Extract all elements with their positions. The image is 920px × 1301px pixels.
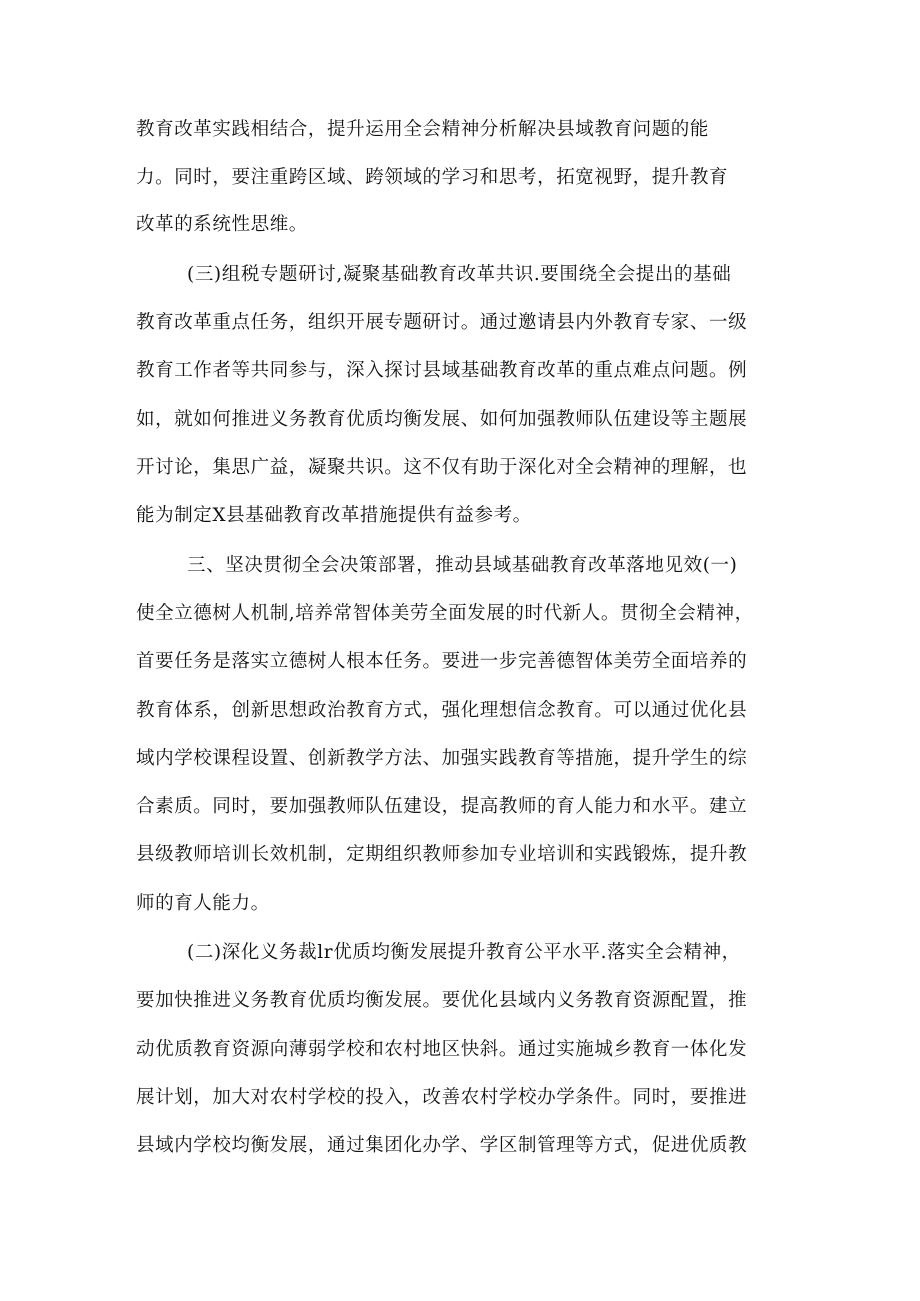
text-line-20: 动优质教育资源向薄弱学校和农村地区快斜。通过实施城乡教育一体化发 xyxy=(136,1039,748,1060)
text-line-13: 教育体系，创新思想政治教育方式，强化理想信念教育。可以通过优化县 xyxy=(136,700,748,721)
text-line-19: 要加快推进义务教育优质均衡发展。要优化县域内义务教育资源配置，推 xyxy=(136,990,748,1011)
text-line-14: 域内学校课程设置、创新教学方法、加强实践教育等措施，提升学生的综 xyxy=(136,748,748,769)
text-line-7: 如，就如何推进义务教育优质均衡发展、如何加强教师队伍建设等主题展 xyxy=(136,409,748,430)
text-line-5: 教育改革重点任务，组织开展专题研讨。通过邀请县内外教育专家、一级 xyxy=(136,312,748,333)
text-line-9: 能为制定X县基础教育改革措施提供有益参考。 xyxy=(136,505,532,526)
text-line-22: 县域内学校均衡发展，通过集团化办学、学区制管理等方式，促进优质教 xyxy=(136,1135,748,1156)
text-line-18: (二)深化义务裁lr优质均衡发展提升教育公平水平.落实全会精神， xyxy=(187,942,741,963)
text-line-17: 师的育人能力。 xyxy=(136,893,270,914)
text-line-3: 改革的系统性思维。 xyxy=(136,214,308,235)
text-line-1: 教育改革实践相结合，提升运用全会精神分析解决县域教育问题的能 xyxy=(136,119,710,140)
text-line-4: (三)组税专题研讨,凝聚基础教育改革共识.要围绕全会提出的基础 xyxy=(187,264,732,285)
text-line-12: 首要任务是落实立德树人根本任务。要进一步完善德智体美劳全面培养的 xyxy=(136,651,748,672)
text-line-6: 教育工作者等共同参与，深入探讨县域基础教育改革的重点难点问题。例 xyxy=(136,360,748,381)
text-line-11: 使全立德树人机制,培养常智体美劳全面发展的时代新人。贯彻全会精神， xyxy=(136,603,754,624)
text-line-2: 力。同时，要注重跨区域、跨领域的学习和思考，拓宽视野，提升教育 xyxy=(136,167,729,188)
text-line-16: 县级教师培训长效机制，定期组织教师参加专业培训和实践锻炼，提升教 xyxy=(136,844,748,865)
text-line-10: 三、坚决贯彻全会决策部署，推动县域基础教育改革落地见效(一) xyxy=(187,555,738,576)
text-line-21: 展计划，加大对农村学校的投入，改善农村学校办学条件。同时，要推进 xyxy=(136,1087,748,1108)
text-line-15: 合素质。同时，要加强教师队伍建设，提高教师的育人能力和水平。建立 xyxy=(136,796,748,817)
text-line-8: 开讨论，集思广益，凝聚共识。这不仅有助于深化对全会精神的理解，也 xyxy=(136,457,748,478)
